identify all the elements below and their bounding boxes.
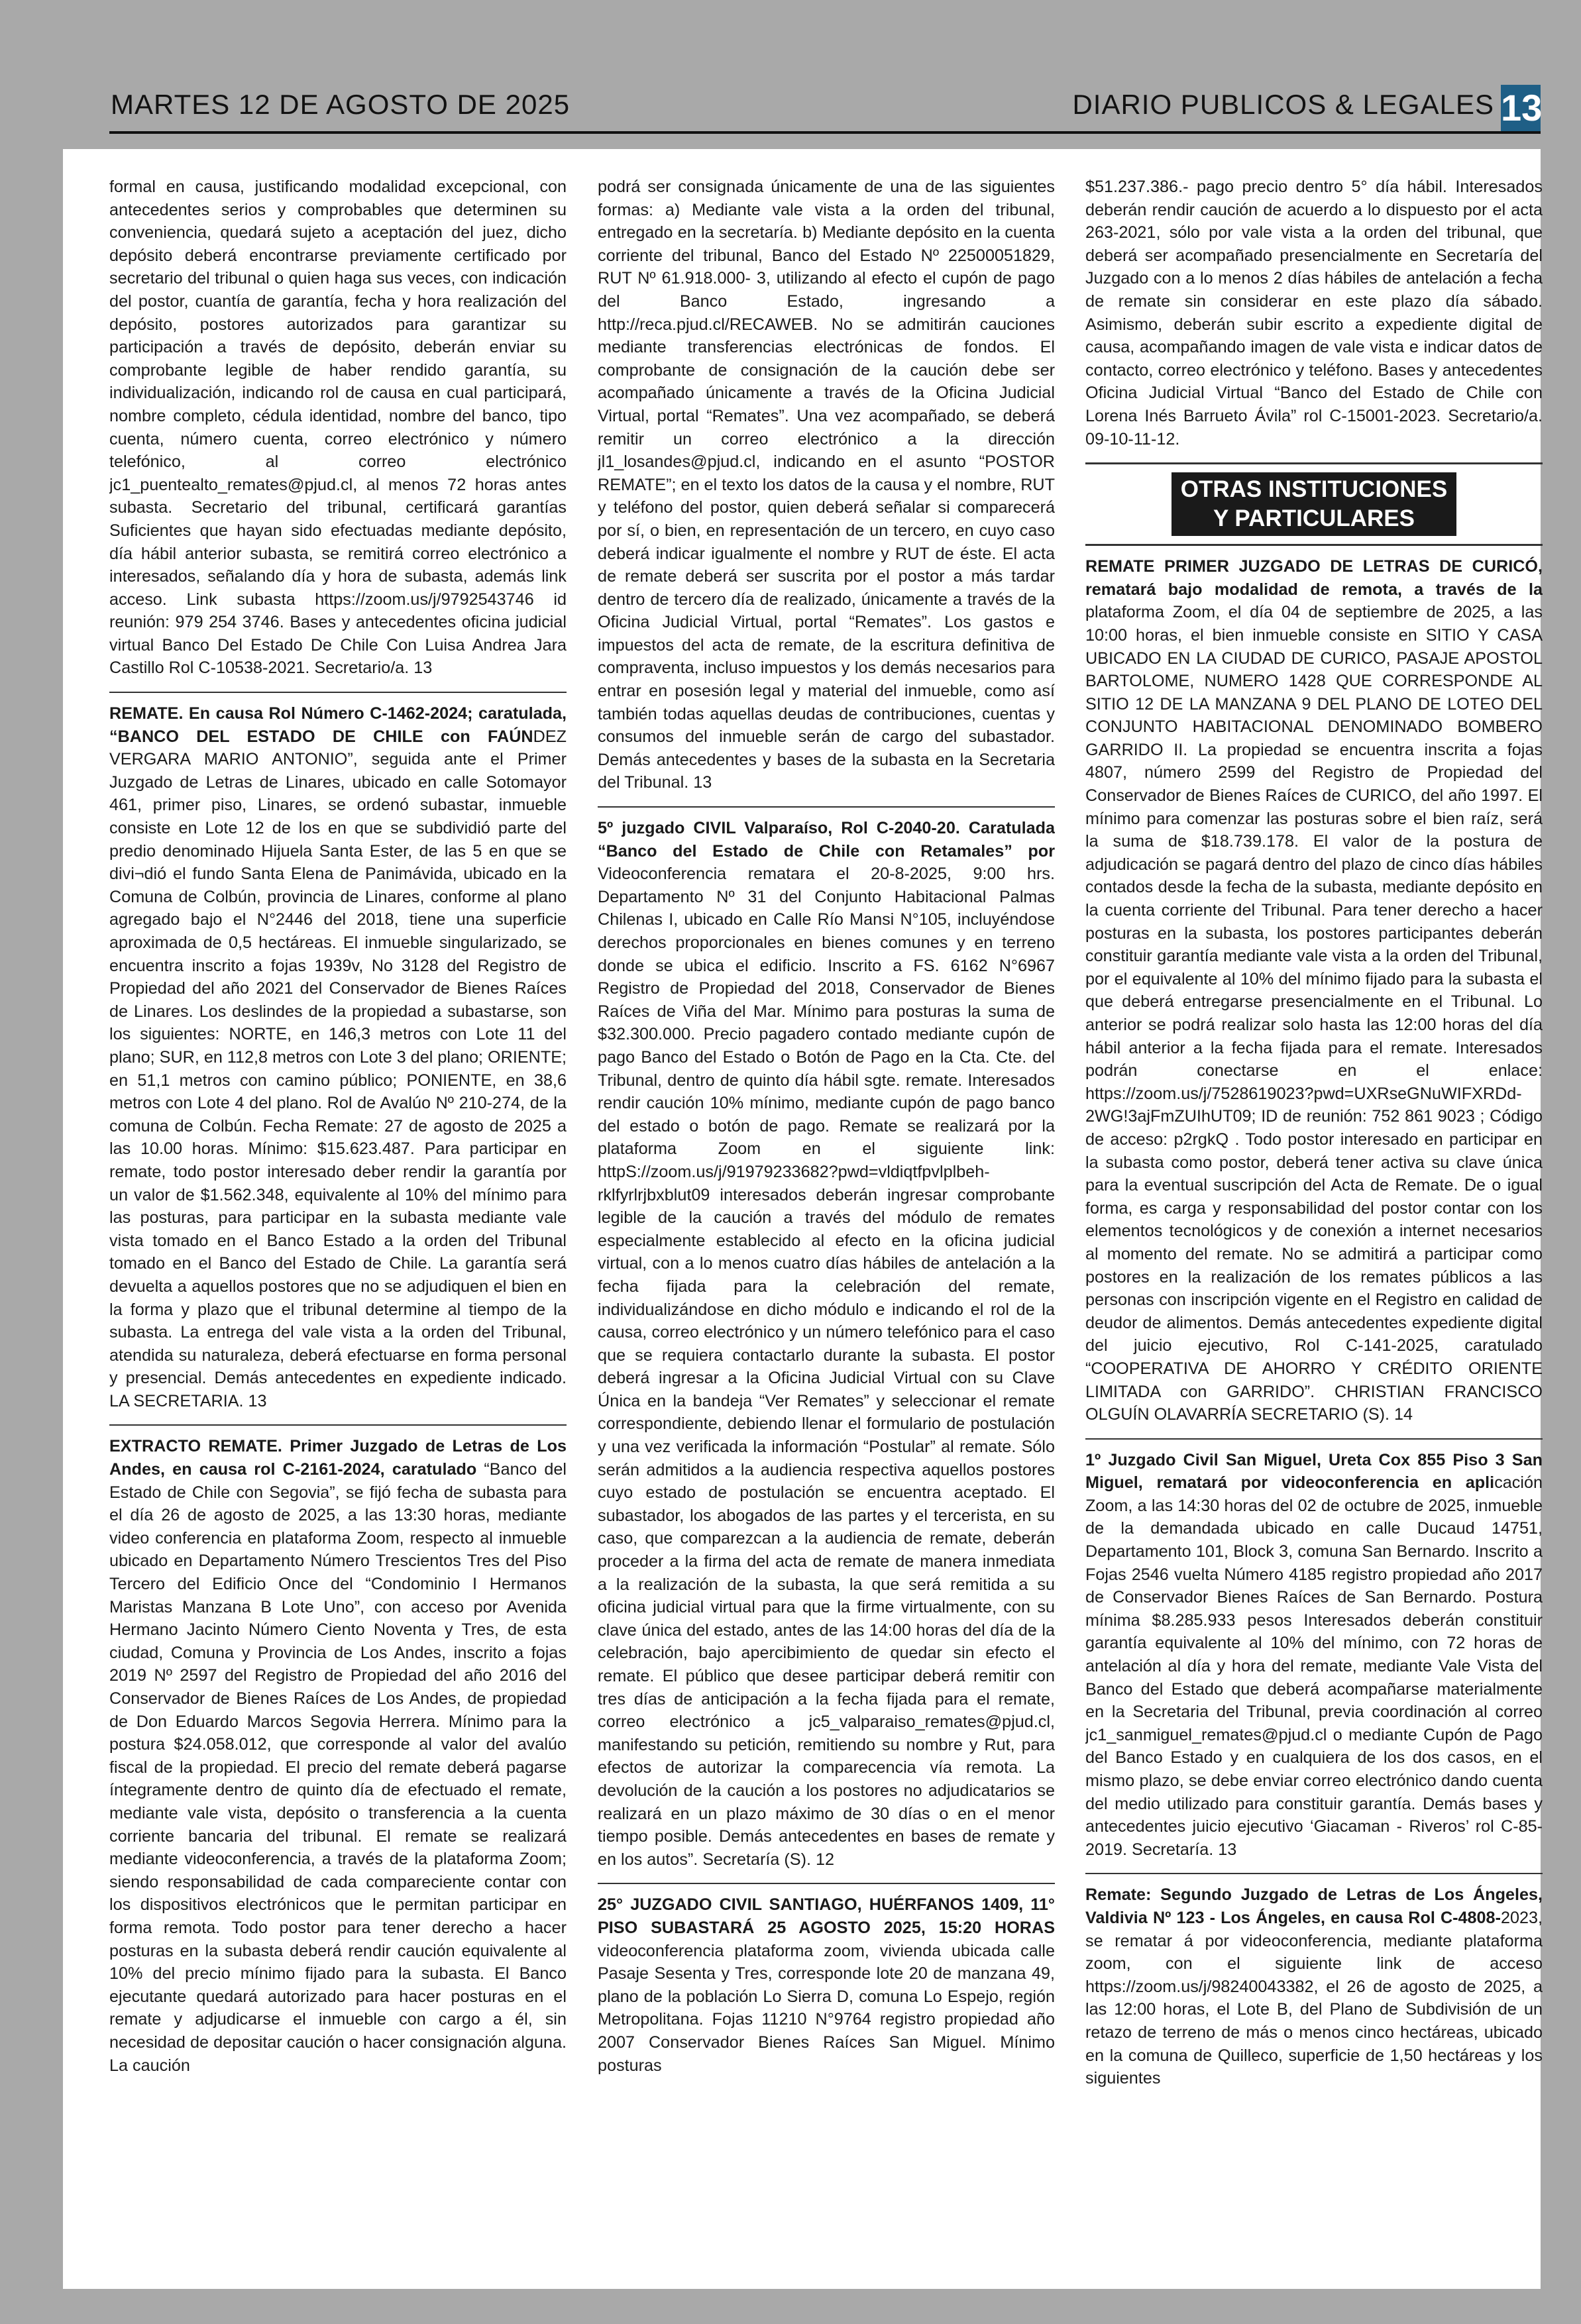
notice-lead: Remate: Segundo Juzgado de Letras de Los Ángeles, Valdivia Nº 123 - Los Ángeles, en causa Rol C-4808- xyxy=(1085,1885,1543,1927)
notice-body: $51.237.386.- pago precio dentro 5° día hábil. Interesados deberán rendir caución de acuerdo a lo dispuesto por el acta 263-2021, sólo por vale vista a la orden del tribunal, que deberá ser acompañado presencialmente en Secretaría del Juzgado con a lo menos 2 días hábiles de antelación a fecha de remate sin considerar en este plazo día sábado. Asimismo, deberán subir escrito a expediente digital de causa, acompañando imagen de vale vista e indicar datos de contacto, correo electrónico y teléfono. Bases y antecedentes Oficina Judicial Virtual “Banco del Estado de Chile con Lorena Inés Barrueto Ávila” rol C-15001-2023. Secretario/a. 09-10-11-12. xyxy=(1085,178,1543,449)
notice xyxy=(109,1424,567,2077)
notice-body: videoconferencia plataforma zoom, vivienda ubicada calle Pasaje Sesenta y Tres, corresponde lote 20 de manzana 49, plano de la población Lo Sierra D, comuna Lo Espejo, región Metropolitana. Fojas 11210 N°9764 registro propiedad año 2007 Conservador Bienes Raíces San Miguel. Mínimo posturas xyxy=(598,1941,1055,2075)
notice-body: formal en causa, justificando modalidad excepcional, con antecedentes serios y comprobables que determinen su conveniencia, quedará sujeto a aceptación del juez, dicho depósito deberá encontrarse previamente certificado por secretario del tribunal o quien haga sus veces, con indicación del postor, cuantía de garantía, fecha y hora realización del depósito, postores autorizados para garantizar su participación a través de depósito, deberán enviar su comprobante legible de haber rendido garantía, su individualización, indicando rol de causa en cual participará, nombre completo, cédula identidad, nombre del banco, tipo cuenta, número cuenta, correo electrónico y número telefónico, al correo electrónico jc1_puentealto_remates@pjud.cl, al menos 72 horas antes subasta. Secretario del tribunal, certificará garantías Suficientes que hayan sido efectuadas mediante depósito, día hábil anterior subasta, se remitirá correo electrónico a interesados, señalando día y hora de subasta, además link acceso. Link subasta https://zoom.us/j/9792543746 id reunión: 979 254 3746. Bases y antecedentes oficina judicial virtual Banco Del Estado De Chile Con Luisa Andrea Jara Castillo Rol C-10538-2021. Secretario/a. 13 xyxy=(109,178,567,678)
notice xyxy=(1085,555,1543,1426)
header-date: MARTES 12 DE AGOSTO DE 2025 xyxy=(111,89,571,120)
column-3 xyxy=(1085,176,1543,2289)
section-banner xyxy=(1085,462,1543,546)
notice-body: 2023, se rematar á por videoconferencia, mediante plataforma zoom, con el siguiente link de acceso https://zoom.us/j/98240043382, el 26 de agosto de 2025, a las 12:00 horas, el Lote B, del Plano de Subdivisión de un retazo de terreno de más o menos cinco hectáreas, ubicado en la comuna de Quilleco, superficie de 1,50 hectáreas y los siguientes xyxy=(1085,1908,1543,2088)
notice-body: podrá ser consignada únicamente de una de las siguientes formas: a) Mediante vale vista a la orden del tribunal, entregado en la secretaría. b) Mediante depósito en la cuenta corriente del tribunal, Banco del Estado Nº 22500051829, RUT Nº 61.918.000- 3, utilizando al efecto el cupón de pago del Banco Estado, ingresando a http://reca.pjud.cl/RECAWEB. No se admitirán cauciones mediante transferencias electrónicas de fondos. El comprobante de consignación de la caución debe ser acompañado únicamente a través de la Oficina Judicial Virtual, portal “Remates”. Una vez acompañado, se deberá remitir un correo electrónico a la dirección jl1_losandes@pjud.cl, indicando en el asunto “POSTOR REMATE”; en el texto los datos de la causa y el nombre, RUT y teléfono del postor, quien deberá señalar si comparecerá por sí, o bien, en representación de un tercero, en cuyo caso deberá indicar igualmente el nombre y RUT de éste. El acta de remate deberá ser suscrita por el postor a más tardar dentro de tercero día de realizado, únicamente a través de la Oficina Judicial Virtual, portal “Remates”. Los gastos e impuestos del acta de remate, de la escritura definitiva de compraventa, incluso impuestos y los demás necesarios para entrar en posesión legal y material del inmueble, como así también todas aquellas deudas de contribuciones, cuentas y consumos del inmueble serán de cargo del subastador. Demás antecedentes y bases de la subasta en la Secretaria del Tribunal. 13 xyxy=(598,178,1055,792)
section-title-line-2: Y PARTICULARES xyxy=(1213,505,1415,532)
notice-lead: 25° JUZGADO CIVIL SANTIAGO, HUÉRFANOS 1409, 11° PISO SUBASTARÁ 25 AGOSTO 2025, 15:20 HORAS xyxy=(598,1895,1055,1937)
notice-lead: EXTRACTO REMATE. Primer Juzgado de Letras de Los Andes, en causa rol C-2161-2024, caratulado xyxy=(109,1437,567,1479)
notice xyxy=(598,176,1055,794)
publication-name: DIARIO PUBLICOS & LEGALES xyxy=(1072,89,1494,120)
notice-lead: 5º juzgado CIVIL Valparaíso, Rol C-2040-20. Caratulada “Banco del Estado de Chile con Retamales” por xyxy=(598,819,1055,861)
notice-lead: REMATE PRIMER JUZGADO DE LETRAS DE CURICÓ, rematará bajo modalidad de remota, a través de la xyxy=(1085,557,1543,599)
notice xyxy=(1085,176,1543,450)
notice xyxy=(1085,1873,1543,2089)
notice xyxy=(109,692,567,1412)
notice-lead: 1º Juzgado Civil San Miguel, Ureta Cox 855 Piso 3 San Miguel, rematará por videoconferencia en apli xyxy=(1085,1450,1543,1493)
page-header xyxy=(109,85,1541,134)
notice-body: Videoconferencia rematara el 20-8-2025, 9:00 hrs. Departamento Nº 31 del Conjunto Habitacional Palmas Chilenas I, ubicado en Calle Río Mansi N°105, incluyéndose derechos proporcionales en bienes comunes y en terreno donde se ubica el edificio. Inscrito a FS. 6162 N°6967 Registro de Propiedad del 2018, Conservador de Bienes Raíces de Viña del Mar. Mínimo para posturas la suma de $32.300.000. Precio pagadero contado mediante cupón de pago Banco del Estado o Botón de Pago en la Cta. Cte. del Tribunal, dentro de quinto día hábil sgte. remate. Interesados rendir caución 10% mínimo, mediante cupón de pago banco del estado o botón de pago. Remate se realizará por la plataforma Zoom en el siguiente link: httpS://zoom.us/j/91979233682?pwd=vldiqtfpvlplbeh-rklfyrlrjbxblut09 interesados deberán ingresar comprobante legible de la caución a través del módulo de remates especialmente establecido al efecto en la oficina judicial virtual, con a lo menos cuatro días hábiles de antelación a la fecha fijada para la celebración del remate, individualizándose en dicho módulo e indicando el rol de la causa, correo electrónico y un número telefónico para el caso que se requiera contactarlo durante la subasta. El postor deberá ingresar a la Oficina Judicial Virtual con su Clave Única en la bandeja “Ver Remates” y seleccionar el remate correspondiente, debiendo llenar el formulario de postulación y una vez verificada la información “Postular” al remate. Sólo serán admitidos a la audiencia respectiva aquellos postores cuyo estado de postulación se encuentra aceptado. El subastador, los abogados de las partes y el tercerista, en su caso, que comparezcan a la audiencia de remate, deberán proceder a la firma del acta de remate de manera inmediata a la realización de la subasta, la que será remitida a su oficina judicial virtual para que la firme virtualmente, con su clave única del estado, antes de las 14:00 horas del día de la celebración, bajo apercibimiento de quedar sin efecto el remate. El público que desee participar deberá remitir con tres días de anticipación a la fecha fijada para el remate, correo electrónico a jc5_valparaiso_remates@pjud.cl, manifestando su petición, remitiendo su nombre y Rut, para efectos de autorizar la comparecencia vía remota. La devolución de la caución a los postores no adjudicatarios se realizará en un plazo máximo de 30 días o en el menor tiempo posible. Demás antecedentes en bases de remate y en los autos”. Secretaría (S). 12 xyxy=(598,865,1055,1869)
column-1 xyxy=(109,176,567,2289)
notice-lead: REMATE. En causa Rol Número C-1462-2024; caratulada, “BANCO DEL ESTADO DE CHILE con FAÚN xyxy=(109,704,567,746)
notice xyxy=(598,806,1055,1871)
notice-body: DEZ VERGARA MARIO ANTONIO”, seguida ante el Primer Juzgado de Letras de Linares, ubicado en calle Sotomayor 461, primer piso, Linares, se ordenó subastar, inmueble consiste en Lote 12 de los en que se subdividió parte del predio denominado Hijuela Santa Ester, de las 5 en que se divi¬dió el fundo Santa Elena de Panimávida, ubicado en la Comuna de Colbún, provincia de Linares, conforme al plano agregado bajo el N°2446 del 2018, tiene una superficie aproximada de 0,5 hectáreas. El inmueble singularizado, se encuentra inscrito a fojas 1939v, No 3128 del Registro de Propiedad del año 2021 del Conservador de Bienes Raíces de Linares. Los deslindes de la propiedad a subastarse, son los siguientes: NORTE, en 146,3 metros con Lote 11 del plano; SUR, en 112,8 metros con Lote 3 del plano; ORIENTE; en 51,1 metros con camino público; PONIENTE, en 38,6 metros con Lote 4 del plano. Rol de Avalúo Nº 210-274, de la comuna de Colbún. Fecha Remate: 27 de agosto de 2025 a las 10.00 horas. Mínimo: $15.623.487. Para participar en remate, todo postor interesado deber rendir la garantía por un valor de $1.562.348, equivalente al 10% del mínimo para las posturas, para participar en la subasta mediante vale vista tomado en el Banco Estado a la orden del Tribunal tomado en el Banco del Estado de Chile. La garantía será devuelta a aquellos postores que no se adjudiquen el bien en la forma y plazo que el tribunal determine al tiempo de la subasta. La entrega del vale vista a la orden del Tribunal, atendida su naturaleza, deberá efectuarse en forma personal y presencial. Demás antecedentes en expediente indicado. LA SECRETARIA. 13 xyxy=(109,727,567,1410)
page-number: 13 xyxy=(1501,85,1541,131)
column-2 xyxy=(598,176,1055,2289)
section-title-line-1: OTRAS INSTITUCIONES xyxy=(1180,476,1448,503)
notice xyxy=(598,1883,1055,2077)
notice-body: cación Zoom, a las 14:30 horas del 02 de octubre de 2025, inmueble de la demandada ubicado en calle Ducaud 14751, Departamento 101, Block 3, comuna San Bernardo. Inscrito a Fojas 2546 vuelta Número 4185 registro propiedad año 2017 de Conservador Bienes Raíces de San Bernardo. Postura mínima $8.285.933 pesos Interesados deberán constituir garantía equivalente al 10% del mínimo, con 72 horas de antelación al día y hora del remate, mediante Vale Vista del Banco del Estado que deberá acompañarse materialmente en la Secretaria del Tribunal, previa coordinación al correo jc1_sanmiguel_remates@pjud.cl o mediante Cupón de Pago del Banco Estado y en cualquiera de los dos casos, en el mismo plazo, se debe enviar correo electrónico dando cuenta del medio utilizado para constituir garantía. Demás bases y antecedentes juicio ejecutivo ‘Giacaman - Riveros’ rol C-85-2019. Secretaría. 13 xyxy=(1085,1473,1543,1859)
section-title xyxy=(1172,472,1457,536)
notice-body: “Banco del Estado de Chile con Segovia”, se fijó fecha de subasta para el día 26 de agosto de 2025, a las 13:30 horas, mediante video conferencia en plataforma Zoom, respecto al inmueble ubicado en Departamento Número Trescientos Tres del Piso Tercero del Edificio Once del “Condominio I Hermanos Maristas Manzana B Lote Uno”, con acceso por Avenida Hermano Jacinto Número Ciento Noventa y Tres, de esta ciudad, Comuna y Provincia de Los Andes, inscrito a fojas 2019 Nº 2597 del Registro de Propiedad del año 2016 del Conservador de Bienes Raíces de Los Andes, de propiedad de Don Eduardo Marcos Segovia Herrera. Mínimo para la postura $24.058.012, que corresponde al valor del avalúo fiscal de la propiedad. El precio del remate deberá pagarse íntegramente dentro de quinto día de efectuado el remate, mediante vale vista, depósito o transferencia a la cuenta corriente bancaria del tribunal. El remate se realizará mediante videoconferencia, a través de la plataforma Zoom; siendo responsabilidad de cada compareciente contar con los dispositivos electrónicos que le permitan participar en forma remota. Todo postor para tener derecho a hacer posturas en la subasta deberá rendir caución equivalente al 10% del precio mínimo fijado para la subasta. El Banco ejecutante quedará autorizado para hacer posturas en el remate y adjudicarse el inmueble con cargo a él, sin necesidad de depositar caución o hacer consignación alguna. La caución xyxy=(109,1460,567,2075)
notice-body: plataforma Zoom, el día 04 de septiembre de 2025, a las 10:00 horas, el bien inmueble consiste en SITIO Y CASA UBICADO EN LA CIUDAD DE CURICO, PASAJE APOSTOL BARTOLOME, NUMERO 1428 QUE CORRESPONDE AL SITIO 12 DE LA MANZANA 9 DEL PLANO DE LOTEO DEL CONJUNTO HABITACIONAL DENOMINADO BOMBERO GARRIDO II. La propiedad se encuentra inscrita a fojas 4807, número 2599 del Registro de Propiedad del Conservador de Bienes Raíces de CURICO, del año 1997. El mínimo para comenzar las posturas sobre el bien raíz, será la suma de $18.739.178. El valor de la postura de adjudicación se pagará dentro del plazo de cinco días hábiles contados desde la fecha de la subasta, mediante depósito en la cuenta corriente del Tribunal. Para tener derecho a hacer posturas en la subasta, los postores participantes deberán constituir garantía mediante vale vista a la orden del Tribunal, por el equivalente al 10% del mínimo fijado para la subasta el que deberá entregarse presencialmente en el Tribunal. Lo anterior se podrá realizar solo hasta las 12:00 horas del día hábil anterior a la fecha fijada para el remate. Interesados podrán conectarse en el enlace: https://zoom.us/j/7528619023?pwd=UXRseGNuWIFXRDd-2WG!3ajFmZUIhUT09; ID de reunión: 752 861 9023 ; Código de acceso: p2rgkQ . Todo postor interesado en participar en la subasta como postor, deberá tener activa su clave única para la eventual suscripción del Acta de Remate. De o igual forma, es carga y responsabilidad del postor contar con los elementos tecnológicos y de conexión a internet necesarios al momento del remate. No se admitirá a participar como postores en la realización de los remates públicos a las personas con inscripción vigente en el Registro en calidad de deudor de alimentos. Demás antecedentes expediente digital del juicio ejecutivo, Rol C-141-2025, caratulado “COOPERATIVA DE AHORRO Y CRÉDITO ORIENTE LIMITADA con GARRIDO”. CHRISTIAN FRANCISCO OLGUÍN OLAVARRÍA SECRETARIO (S). 14 xyxy=(1085,603,1543,1424)
notice xyxy=(1085,1438,1543,1862)
notice xyxy=(109,176,567,680)
